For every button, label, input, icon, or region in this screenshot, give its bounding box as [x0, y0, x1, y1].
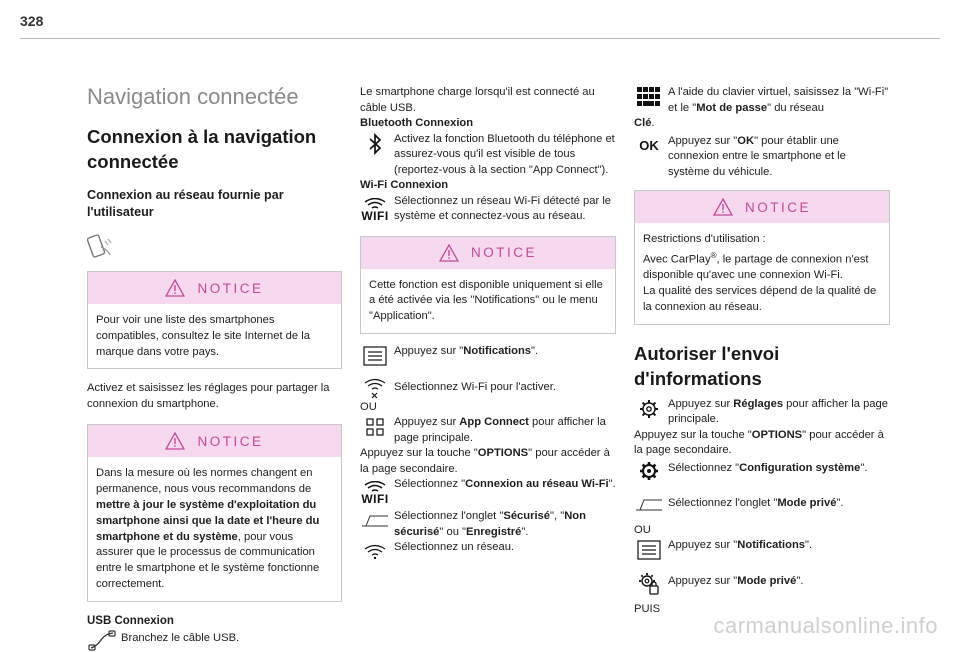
step-text: Sélectionnez Wi-Fi pour l'activer.: [394, 380, 556, 393]
column-3: [634, 85, 890, 618]
step-ok: [634, 134, 890, 181]
step-options: Appuyez sur la touche "OPTIONS" pour accéder à la page secondaire.: [360, 447, 610, 475]
step-notifications: [634, 538, 890, 562]
step-config: [634, 459, 890, 483]
warning-icon: [165, 432, 185, 450]
wifi-step: [360, 194, 616, 226]
step-mode-prive: [634, 572, 890, 596]
wifi-icon: [360, 477, 390, 509]
step-keyboard: [634, 85, 890, 116]
tab-icon: [634, 493, 664, 517]
notice-header: [88, 425, 341, 457]
notice-box-3: [360, 236, 616, 334]
step-text: Sélectionnez un réseau.: [394, 541, 515, 554]
notifications-list-icon: [634, 538, 664, 562]
wifi-off-icon: [360, 376, 390, 400]
notice-title: NOTICE: [197, 433, 264, 449]
step-text: A l'aide du clavier virtuel, saisissez la "Wi-Fi" et le "Mot de passe" du réseau: [668, 86, 889, 114]
or-label: OU: [360, 400, 377, 413]
bluetooth-step: [360, 132, 616, 179]
step-text: Appuyez sur Réglages pour afficher la page principale.: [668, 397, 888, 426]
step-text: Sélectionnez l'onglet "Sécurisé", "Non sécurisé" ou "Enregistré".: [394, 510, 586, 538]
notice-header: [88, 272, 341, 304]
notice-text: Cette fonction est disponible uniquement si elle a été activée via les "Notifications" ou le menu "Application".: [369, 278, 603, 323]
step-text: Sélectionnez l'onglet "Mode privé".: [668, 496, 844, 509]
bluetooth-icon: [360, 132, 390, 156]
step-tab-mode-prive: [634, 493, 890, 517]
notice-text: Pour voir une liste des smartphones compatibles, consultez le site Internet de la marque dans votre pays.: [96, 314, 310, 358]
step-text: Appuyez sur "Notifications".: [394, 344, 539, 357]
tab-icon: [360, 509, 390, 533]
bluetooth-title: Bluetooth Connexion: [360, 117, 474, 129]
or-label: OU: [634, 523, 651, 536]
step-reglages: [634, 397, 890, 428]
smartphone-icon: [87, 233, 342, 265]
notice-header: [635, 191, 889, 223]
paragraph-charge: Le smartphone charge lorsqu'il est connecté au câble USB.: [360, 86, 595, 114]
notice-title: NOTICE: [470, 245, 537, 260]
wifi-label: WIFI: [361, 208, 389, 223]
wifi-signal-icon: [360, 540, 390, 564]
warning-icon: [713, 198, 733, 216]
privacy-mode-icon: [634, 572, 664, 596]
page-title: Navigation connectée: [87, 84, 299, 109]
step-text: Appuyez sur App Connect pour afficher la page principale.: [394, 416, 606, 444]
step-text: Appuyez sur "Notifications".: [668, 539, 813, 552]
keyboard-icon: [634, 85, 664, 109]
step-text: Appuyez sur "OK" pour établir une connexion entre le smartphone et le système du véhicule.: [668, 134, 846, 178]
subsection-title-reseau: Connexion au réseau fournie par l'utilisateur: [87, 188, 284, 219]
notice-box-4: [634, 190, 890, 325]
usb-text: Branchez le câble USB.: [121, 631, 240, 644]
notice-text: Dans la mesure où les normes changent en permanence, nous vous recommandons de mettre à jour le système d'exploitation du smartphone ainsi que la date et l'heure du smartphone et du système, pour vous assurer que le processus de communication entre le smartphone et le système fonctionne correctement.: [96, 467, 320, 590]
notice-text: Restrictions d'utilisation : Avec CarPlay®, le partage de connexion n'est disponible qu'avec une connexion Wi-Fi. La qualité des services dépend de la qualité de la connexion au réseau.: [643, 233, 877, 313]
section-title-connexion: Connexion à la navigation connectée: [87, 126, 317, 172]
warning-icon: [165, 279, 185, 297]
usb-step: [87, 629, 342, 653]
header-divider: [20, 38, 940, 39]
column-1: [87, 50, 342, 653]
settings-gear-icon: [634, 397, 664, 421]
watermark: carmanualsonline.info: [713, 613, 938, 638]
step-options: Appuyez sur la touche "OPTIONS" pour accéder à la page secondaire.: [634, 428, 884, 457]
step-notifications: [360, 344, 616, 368]
wifi-title: Wi-Fi Connexion: [360, 179, 449, 191]
notice-header: [361, 237, 615, 269]
notice-title: NOTICE: [744, 199, 811, 215]
then-label: PUIS: [634, 603, 661, 616]
settings-gear-bold-icon: [634, 459, 664, 483]
notifications-list-icon: [360, 344, 390, 368]
step-wifi-activate: [360, 376, 616, 400]
step-wifi-connexion: [360, 477, 616, 509]
page-number: 328: [20, 13, 44, 29]
notice-title: NOTICE: [197, 280, 264, 296]
column-2: [360, 85, 616, 564]
warning-icon: [439, 244, 459, 262]
step-text-cle: Clé.: [634, 117, 655, 129]
section-title-autoriser: Autoriser l'envoi d'informations: [634, 342, 780, 389]
step-select-network: [360, 540, 616, 564]
app-connect-icon: [360, 415, 390, 439]
usb-title: USB Connexion: [87, 614, 174, 627]
step-text: Sélectionnez "Configuration système".: [668, 461, 868, 474]
wifi-label: WIFI: [361, 492, 389, 507]
step-text: Appuyez sur "Mode privé".: [668, 575, 804, 588]
notice-box-2: [87, 424, 342, 601]
ok-icon: OK: [639, 138, 659, 153]
notice-box-1: [87, 271, 342, 369]
step-app-connect: [360, 415, 616, 446]
wifi-text: Sélectionnez un réseau Wi-Fi détecté par le système et connectez-vous au réseau.: [394, 194, 612, 222]
step-text: Sélectionnez "Connexion au réseau Wi-Fi".: [394, 478, 616, 491]
paragraph-activez: Activez et saisissez les réglages pour partager la connexion du smartphone.: [87, 382, 330, 410]
wifi-icon: [360, 194, 390, 226]
bluetooth-text: Activez la fonction Bluetooth du téléphone et assurez-vous qu'il est visible de tous (reportez-vous à la section "App Connect").: [394, 132, 615, 176]
step-tab-select: [360, 509, 616, 540]
usb-cable-icon: [87, 629, 117, 653]
